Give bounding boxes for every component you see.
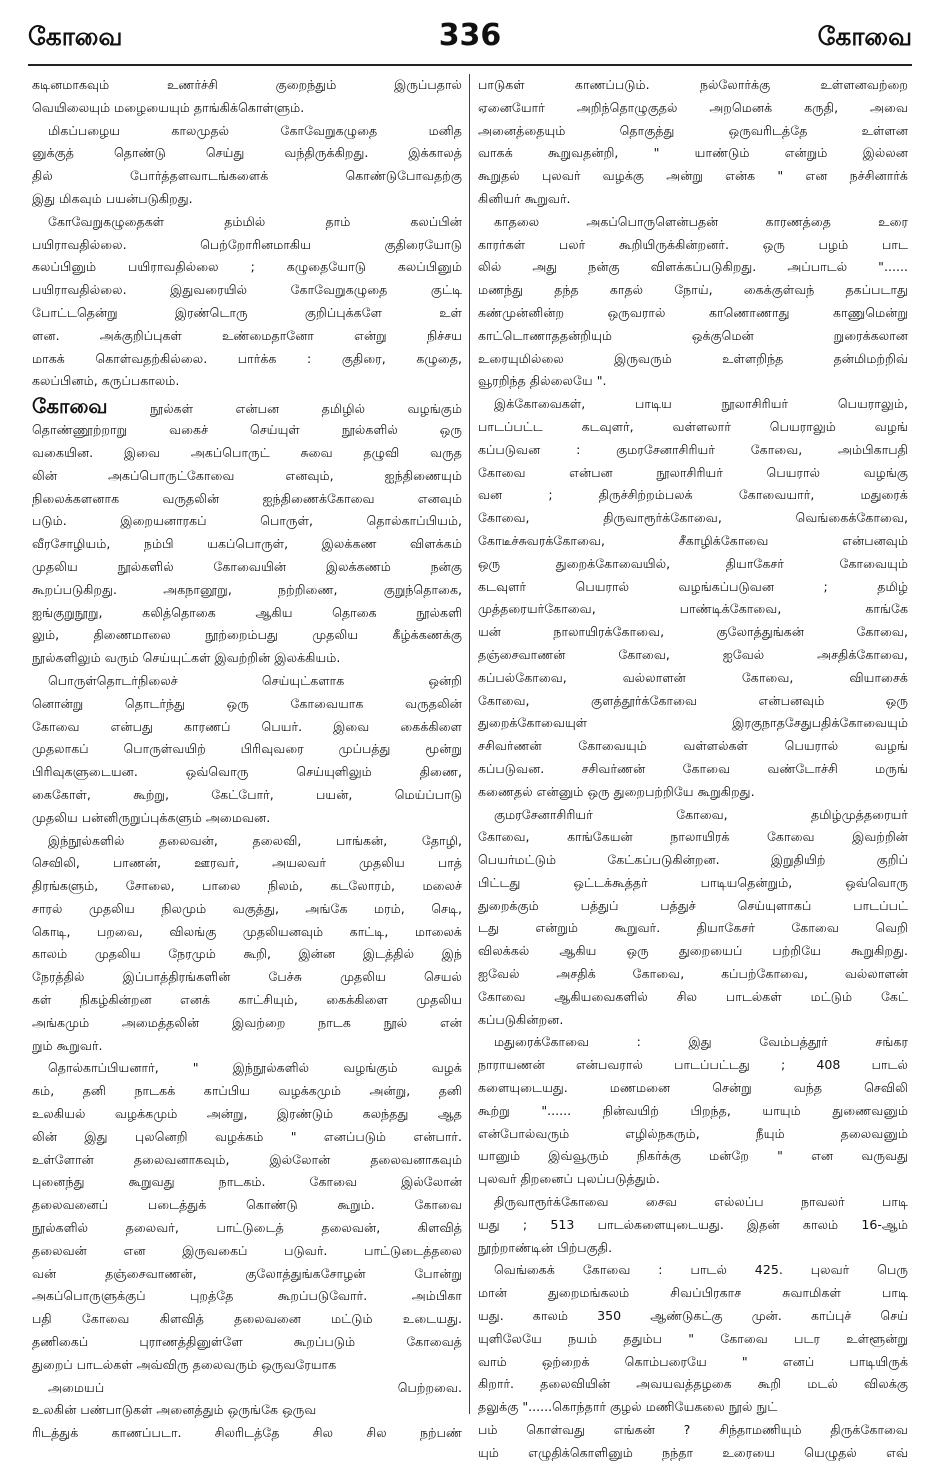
text-line: சசிவர்ணன் கோவையும் வள்ளல்கள் பெயரால் வழங் [478,738,908,754]
text-line: மதுரைக்கோவை : இது வேம்பத்தூர் சங்கர [494,1034,908,1050]
text-line: பயிராவதில்லை. பெற்றோரினமாகிய குதிரையோடு [32,236,462,252]
text-line: மணந்து தந்த காதல் நோய், கைக்குள்வந் தகப்படாது [478,282,908,298]
text-line: முதலாகப் பொருள்வயிற் பிரிவுவரை முப்பத்து மூன்று [32,741,462,757]
text-line: கோடீச்சுவரக்கோவை, சீகாழிக்கோவை என்பனவும் [478,532,908,548]
text-line-content: நூல்கள் என்பன தமிழில் வழங்கும் [107,401,462,417]
text-line: இது மிகவும் பயன்படுகிறது. [32,190,193,206]
text-line: கோவை, திருவாரூர்க்கோவை, வெங்கைக்கோவை, [478,510,908,526]
text-line: வாகக் கூறுவதன்றி, " யாண்டும் என்றும் இல்லன [478,145,908,161]
text-line: லின் இது புலனெறி வழக்கம் " எனப்படும் என்பார். [32,1128,462,1144]
text-line: வன ; திருச்சிற்றம்பலக் கோவையார், மதுரைக் [478,487,908,503]
text-line: வெயிலையும் மழையையும் தாங்கிக்கொள்ளும். [32,99,305,115]
text-line: றும் கூறுவர். [32,1037,103,1053]
text-line: அங்கமும் அமைத்தலின் இவற்றை நாடக நூல் என் [32,1014,462,1030]
text-line: யானும் இவ்வூரும் நிகர்க்கு மன்றே " என வருவது [478,1148,908,1164]
text-line: மிகப்பழைய காலமுதல் கோவேறுகழுதை மனித [48,122,462,138]
text-line: னொன்று தொடர்ந்து ஒரு கோவையாக வருதலின் [32,695,462,711]
text-line: தில் போர்த்தளவாடங்களைக் கொண்டுபோவதற்கு [32,168,462,184]
text-line: தலைவன் என இருவகைப் படுவர். பாட்டுடைத்தலை [32,1242,462,1258]
text-line: அமையப் பெற்றவை. [48,1379,462,1395]
text-line: யும் எழுதிக்கொளினும் நந்தா உரையை யெழுதல் எவ் [478,1444,908,1460]
text-line: கப்படுவன : குமரசேனாசிரியர் கோவை, அம்பிகாபதி [478,441,908,457]
text-line: வாம் ஒற்றைக் கொம்பரையே " எனப் பாடியிருக் [478,1353,908,1369]
text-line: கண்முன்னின்ற ஒருவரால் காணொணாது காணுமென்று [478,304,908,320]
text-line: யது ; 513 பாடல்களையுடையது. இதன் காலம் 16-ஆம் [478,1216,908,1232]
running-head-left: கோவை [28,22,123,51]
text-line: கலப்பினும் பயிராவதில்லை ; கழுதையோடு கலப்பினும் [32,259,462,275]
right-column [478,74,908,1460]
text-line [32,393,462,419]
text-line: நிலைக்களனாக வருதலின் ஐந்திணைக்கோவை எனவும் [32,490,462,506]
text-line: ஏனையோர் அறிந்தொழுகுதல் அறமெனக் கருதி, அவை [478,99,908,115]
section-heading: கோவை [32,394,108,419]
page-header [0,18,940,62]
text-line: இக்கோவைகள், பாடிய நூலாசிரியர் பெயராலும், [494,396,908,412]
text-line: நாராயணன் என்பவரால் பாடப்பட்டது ; 408 பாடல் [478,1057,908,1073]
text-line: முதலிய நூல்களில் கோவையின் இலக்கணம் நன்கு [32,558,462,574]
text-line: யுளிலேயே நயம் ததும்ப " கோவை படர உள்ளூன்று [478,1330,908,1346]
text-line: மாகக் கொள்வதற்கில்லை. பார்க்க : குதிரை, கழுதை, [32,350,462,366]
text-line: முத்தரையர்கோவை, பாண்டிக்கோவை, காங்கே [478,601,908,617]
text-line: கடவுளர் பெயரால் வழங்கப்படுவன ; தமிழ் [478,578,908,594]
text-line: திருவாரூர்க்கோவை சைவ எல்லப்ப நாவலர் பாடி [494,1194,908,1210]
page-number: 336 [438,18,502,53]
text-line: தொல்காப்பியனார், " இந்நூல்களில் வழங்கும் வழக் [48,1060,462,1076]
text-line: தணிகைப் புராணத்தினுள்ளே கூறப்படும் கோவைத் [32,1334,462,1350]
text-line: தஞ்சைவாணன் கோவை, ஐவேல் அசதிக்கோவை, [478,646,908,662]
text-line: கோவை ஆகியவைகளில் சில பாடல்கள் மட்டும் கேட் [478,988,908,1004]
column-divider [469,74,470,1414]
text-line: கம், தனி நாடகக் காப்பிய வழக்கமும் அன்று, தனி [32,1083,462,1099]
text-line: ஐவேல் அசதிக் கோவை, கப்பற்கோவை, வல்லாளன் [478,966,908,982]
text-line: கோவை, குளத்தூர்க்கோவை என்பனவும் ஒரு [478,692,908,708]
text-line: தொண்ணூற்றாறு வகைச் செய்யுள் நூல்களில் ஒரு [32,422,462,438]
running-head-right: கோவை [817,22,912,51]
text-line: கள் நிகழ்கின்றன எனக் காட்சியும், கைக்கிளை முதலிய [32,992,462,1008]
text-line: காதலை அகப்பொருளென்பதன் காரணத்தை உரை [494,213,908,229]
text-line: பம் கொள்வது எங்கன் ? சிந்தாமணியும் திருக்கோவை [478,1422,908,1438]
text-line: அகப்பொருளுக்குப் புறத்தே கூறப்படுவோர். அம்பிகா [32,1288,462,1304]
text-line: துறைப் பாடல்கள் அவ்விரு தலைவரும் ஒருவரேயாக [32,1356,337,1372]
text-line: பாடுகள் காணப்படும். நல்லோர்க்கு உள்ளனவற்றை [478,77,908,92]
text-line: பாடப்பட்ட கடவுளர், வள்ளலார் பெயராலும் வழங் [478,418,908,434]
text-line: கூறப்படுகிறது. அகநானூறு, நற்றிணை, குறுந்தொகை, [32,581,462,597]
text-line: கூற்று "...... நின்வயிற் பிறந்த, யாயும் துணைவனும் [478,1102,908,1118]
text-line: கலப்பினம், கருப்பகாலம். [32,373,180,389]
text-line: நேரத்தில் இப்பாத்திரங்களின் பேச்சு முதலிய செயல் [32,969,462,985]
text-line: ரிடத்துக் காணப்படா. சிலரிடத்தே சில சில நற்பண் [32,1425,462,1441]
text-line: கோவை என்பது காரணப் பெயர். இவை கைக்கிளை [32,718,462,734]
header-rule [28,64,912,66]
text-line: என்போல்வரும் எழில்நகரும், நீயும் தலைவனும் [478,1125,908,1141]
text-line: கோவேறுகழுதைகள் தம்மில் தாம் கலப்பின் [48,213,462,229]
text-line: நூல்களிலும் வரும் செய்யுட்கள் இவற்றின் இலக்கியம். [32,650,341,666]
text-line: மான் துறைமங்கலம் சிவப்பிரகாச சுவாமிகள் பாடி [478,1285,908,1301]
text-line: கைகோள், கூற்று, கேட்போர், பயன், மெய்ப்பாடு [32,786,462,802]
text-line: பிட்டது ஒட்டக்கூத்தர் பாடியதென்றும், ஒவ்வொரு [478,874,908,890]
text-line: படும். இறையனாரகப் பொருள், தொல்காப்பியம், [32,513,462,529]
text-line: துறைக்கும் பத்துப் பத்துச் செய்யுளாகப் பாடப்பட் [478,897,908,913]
text-line: யன் நாலாயிரக்கோவை, குலோத்துங்கன் கோவை, [478,624,908,640]
text-line: ளன. அக்குறிப்புகள் உண்மைதானோ என்று நிச்சய [32,327,462,343]
text-line: காரர்கள் பலர் கூறியிருக்கின்றனர். ஒரு பழம் பாட [478,236,908,252]
text-line: வூரறிந்த தில்லையே ". [478,373,607,389]
text-line: உலகியல் வழக்கமும் அன்று, இரண்டும் கலந்தது ஆத [32,1106,462,1122]
text-line: காட்டொணாததன்றியும் ஒக்குமென் றுரைக்கலான [478,327,908,343]
text-line: கோவை என்பன நூலாசிரியர் பெயரால் வழங்கு [478,464,908,480]
text-line: கப்படுகின்றன. [478,1011,564,1027]
text-line: நூற்றாண்டின் பிற்பகுதி. [478,1239,613,1255]
text-line: போட்டதென்று இரண்டொரு குறிப்புக்களே உள் [32,304,462,320]
text-line: விலக்கல் ஆகிய ஒரு துறையைப் பற்றியே கூறுகிறது. [478,943,908,959]
text-line: டது என்றும் கூறுவர். தியாகேசர் கோவை வெறி [478,920,908,936]
text-line: பிரிவுகளுடையன. ஒவ்வொரு செய்யுளிலும் திணை, [32,764,462,780]
text-line: உள்ளோன் தலைவனாகவும், இல்லோன் தலைவனாகவும் [32,1151,462,1167]
text-line: துறைக்கோவையுள் இரகுநாதசேதுபதிக்கோவையும் [478,715,908,731]
text-line: பயிராவதில்லை. இதுவரையில் கோவேறுகழுதை குட்டி [32,282,462,298]
text-line: லின் அகப்பொருட்கோவை எனவும், ஐந்திணையும் [32,467,462,483]
text-line: குமரசேனாசிரியர் கோவை, தமிழ்முத்தரையர் [494,806,908,822]
text-line: முதலிய பன்னிருறுப்புக்களும் அமைவன. [32,809,271,825]
text-line: வன் தஞ்சைவாணன், குலோத்துங்கசோழன் போன்று [32,1265,462,1281]
text-line: வீரசோழியம், நம்பி யகப்பொருள், இலக்கண விளக்கம் [32,536,462,552]
text-line: லும், திணைமாலை நூற்றைம்பது முதலிய கீழ்க்கணக்கு [32,627,462,643]
text-line: வகையின. இவை அகப்பொருட் சுவை தழுவி வருத [32,444,462,460]
text-line: பதி கோவை கிளவித் தலைவனை மட்டும் உடையது. [32,1311,462,1327]
text-line: காலம் முதலிய நேரமும் கூறி, இன்ன இடத்தில் இந் [32,946,462,962]
text-line: உலகின் பண்பாடுகள் அனைத்தும் ஒருங்கே ஒருவ [32,1402,317,1418]
text-line: பொருள்தொடர்நிலைச் செய்யுட்களாக ஒன்றி [48,672,462,688]
text-line: இந்நூல்களில் தலைவன், தலைவி, பாங்கன், தோழி, [48,832,462,848]
left-column [32,74,462,1441]
text-line: புனைந்து கூறுவது நாடகம். கோவை இல்லோன் [32,1174,462,1190]
text-line: கிறார். தலைவியின் அவயவத்தழகை கூறி மடல் விலக்கு [478,1376,908,1392]
text-line: கப்பல்கோவை, வல்லாளன் கோவை, வியாசைக் [478,669,908,685]
text-line: லில் அது நன்கு விளக்கப்படுகிறது. அப்பாடல் "...... [478,259,908,275]
text-line: கணைதல் என்னும் ஒரு துறைபற்றியே கூறுகிறது. [478,783,755,799]
text-line: திரங்களும், சோலை, பாலை நிலம், கடலோரம், மலைச் [32,878,462,894]
text-line: பெயர்மட்டும் கேட்கப்படுகின்றன. இறுதியிற் குறிப் [478,852,908,868]
text-line: தலுக்கு "......கொந்தார் குழல் மணியேகலை நூல் நுட் [478,1399,778,1415]
text-line: உரையுமில்லை இருவரும் உள்ளறிந்த தன்மிமற்றிவ் [478,350,908,366]
text-line: கோவை, காங்கேயன் நாலாயிரக் கோவை இவற்றின் [478,829,908,845]
text-line: சாரல் முதலிய நிலமும் வகுத்து, அங்கே மரம், செடி, [32,900,462,916]
text-line: கப்படுவன. சசிவர்ணன் கோவை வண்டோச்சி மருங் [478,760,908,776]
text-line: கினியர் கூறுவர். [478,190,571,206]
text-line: ஐங்குறுநூறு, கலித்தொகை ஆகிய தொகை நூல்களி [32,604,462,620]
text-line: கடினமாகவும் உணர்ச்சி குறைந்தும் இருப்பதால் [32,77,462,92]
text-line: கூறுதல் புலவர் வழக்கு அன்று என்க " என நச்சினார்க் [478,168,908,184]
text-line: வெங்கைக் கோவை : பாடல் 425. புலவர் பெரு [494,1262,908,1278]
text-line: னுக்குத் தொண்டு செய்து வந்திருக்கிறது. இக்காலத் [32,145,462,161]
text-line: செவிலி, பாணன், ஊரவர், அயலவர் முதலிய பாத் [32,855,462,871]
text-line: நூல்களில் தலைவர், பாட்டுடைத் தலைவன், கிளவித் [32,1220,462,1236]
text-line: அனைத்தையும் தொகுத்து ஒருவரிடத்தே உள்ளன [478,122,908,138]
text-line: களையுடையது. மணமனை சென்று வந்த செவிலி [478,1080,908,1096]
text-line: புலவர் திறனைப் புலப்படுத்தும். [478,1171,660,1187]
text-line: ஒரு துறைக்கோவையில், தியாகேசர் கோவையும் [478,555,908,571]
text-line: கொடி, பறவை, விலங்கு முதலியனவும் காட்டி, மாலைக் [32,923,462,939]
text-line: தலைவனைப் படைத்துக் கொண்டு கூறும். கோவை [32,1197,462,1213]
text-line: யது. காலம் 350 ஆண்டுகட்கு முன். காப்புச் செய் [478,1308,908,1324]
